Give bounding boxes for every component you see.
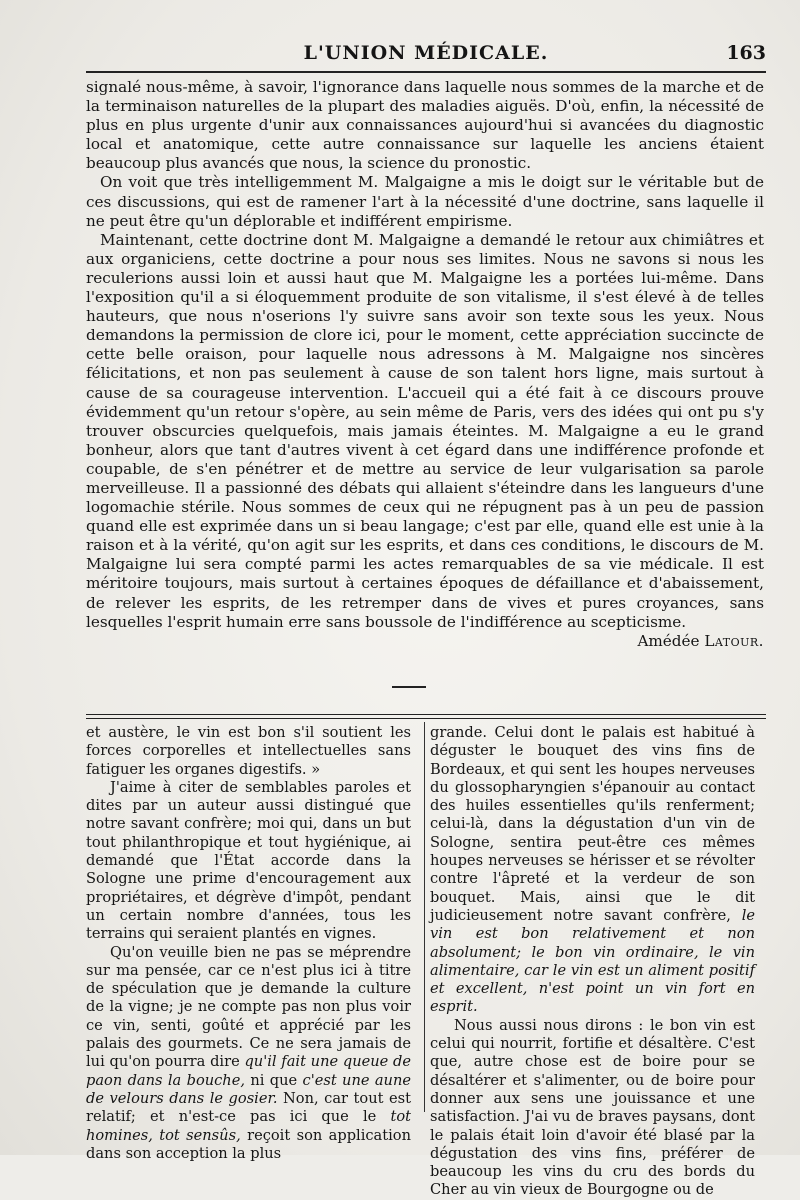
- running-title: L'UNION MÉDICALE.: [303, 42, 549, 64]
- paragraph: signalé nous-même, à savoir, l'ignorance dans laquelle nous sommes de la marche et de la terminaison naturelles de la plupart des maladies aiguës. D'où, enfin, la nécessité de plus en plus urgente d'unir aux connaissances aujourd'hui si avancées du diagnostic local et anatomique, cette autre connaissance sur laquelle les anciens étaient beaucoup plus avancés que nous, la science du pronostic.: [86, 78, 764, 173]
- paragraph: J'aime à citer de semblables paroles et dites par un auteur aussi distingué que notre savant confrère; moi qui, dans un but tout philanthropique et tout hygiénique, ai demandé que l'État accorde dans la Sologne une prime d'encouragement aux propriétaires, et dégrève d'impôt, pendant un certain nombre d'années, tous les terrains qui seraient plantés en vignes.: [86, 778, 411, 943]
- page-header: [86, 42, 766, 70]
- paragraph: [86, 944, 411, 1164]
- paragraph: Nous aussi nous dirons : le bon vin est celui qui nourrit, fortifie et désaltère. C'est que, autre chose est de boire pour se désaltérer et s'alimenter, ou de boire pour donner aux sens une jouissance et une satisfaction. J'ai vu de braves paysans, dont le palais était loin d'avoir été blasé par la dégustation des vins fins, préférer de beaucoup les vins du cru des bords du Cher au vin vieux de Bourgogne ou de: [430, 1016, 755, 1199]
- text-run: reçoit son application dans son acception la plus: [86, 1126, 411, 1162]
- paragraph: et austère, le vin est bon s'il soutient les forces corporelles et intellectuelles sans fatiguer les organes digestifs. »: [86, 724, 411, 778]
- signature-first-name: Amédée: [637, 631, 700, 650]
- author-signature: [86, 632, 764, 651]
- header-rule: [86, 71, 766, 73]
- text-run: ni que: [244, 1071, 303, 1089]
- paragraph: Maintenant, cette doctrine dont M. Malgaigne a demandé le retour aux chimiâtres et aux organiciens, cette doctrine a pour nous ses limites. Nous ne savons si nous les reculerions aussi loin et aussi haut que M. Malgaigne les a portées lui-même. Dans l'exposition qu'il a si éloquemment produite de son vitalisme, il s'est élevé à de telles hauteurs, que nous n'oserions l'y suivre sans avoir son texte sous les yeux. Nous demandons la permission de clore ici, pour le moment, cette appréciation succincte de cette belle oraison, pour laquelle nous adressons à M. Malgaigne nos sincères félicitations, et non pas seulement à cause de son talent hors ligne, mais surtout à cause de sa courageuse intervention. L'accueil qui a été fait à ce discours prouve évidemment qu'un retour s'opère, au sein même de Paris, vers des idées qui ont pu s'y trouver obscurcies quelquefois, mais jamais éteintes. M. Malgaigne a eu le grand bonheur, alors que tant d'autres vivent à cet égard dans une indifférence profonde et coupable, de s'en pénétrer et de mettre au service de leur vulgarisation sa parole merveilleuse. Il a passionné des débats qui allaient s'éteindre dans les langueurs d'une logomachie stérile. Nous sommes de ceux qui ne répugnent pas à un peu de passion quand elle est exprimée dans un si beau langage; c'est par elle, quand elle est unie à la raison et à la vérité, qu'on agit sur les esprits, et dans ces conditions, le discours de M. Malgaigne lui sera compté parmi les actes remarquables de sa vie médicale. Il est méritoire toujours, mais surtout à certaines époques de défaillance et d'abaissement, de relever les esprits, de les retremper dans de vives et pures croyances, sans lesquelles l'esprit humain erre sans boussole de l'indifférence au scepticisme.: [86, 230, 764, 631]
- paragraph: On voit que très intelligemment M. Malgaigne a mis le doigt sur le véritable but de ces discussions, qui est de ramener l'art à la nécessité d'une doctrine, sans laquelle il ne peut être qu'un déplorable et indifférent empirisme.: [86, 173, 764, 230]
- paragraph: [430, 724, 755, 1017]
- section-divider: [392, 686, 426, 688]
- page-number: 163: [726, 42, 766, 64]
- right-column: [430, 724, 755, 1200]
- feuilleton-rule: [86, 714, 766, 719]
- left-column: [86, 724, 411, 1163]
- italic-quote: c'est une aune de velours dans le gosier.: [86, 1071, 411, 1107]
- italic-quote: tot homines, tot sensûs,: [86, 1108, 411, 1144]
- italic-quote: qu'il fait une queue de paon dans la bouche,: [86, 1053, 412, 1089]
- main-article: [86, 78, 764, 651]
- signature-last-name: Latour.: [704, 631, 764, 650]
- text-run: Non, car tout est relatif; et n'est-ce pas ici que le: [86, 1089, 411, 1126]
- italic-quote: le vin est bon relativement et non absolument; le bon vin ordinaire, le vin alimentaire, car le vin est un aliment positif et excellent, n'est point un vin fort en esprit.: [430, 906, 755, 1016]
- text-run: grande. Celui dont le palais est habitué à déguster le bouquet des vins fins de Bordeaux, et qui sent les houpes nerveuses du glossopharyngien s'épanouir au contact des huiles essentielles qu'ils renferment; celui-là, dans la dégustation d'un vin de Sologne, sentira peut-être ces mêmes houpes nerveuses se hérisser et se révolter contre l'âpreté et la verdeur de son bouquet. Mais, ainsi que le dit judicieusement notre savant confrère,: [430, 724, 755, 924]
- column-divider: [424, 722, 425, 1112]
- text-run: Qu'on veuille bien ne pas se méprendre sur ma pensée, car ce n'est plus ici à titre de spéculation que je demande la culture de la vigne; je ne compte pas non plus voir ce vin, senti, goûté et apprécié par les palais des gourmets. Ce ne sera jamais de lui qu'on pourra dire: [86, 943, 411, 1071]
